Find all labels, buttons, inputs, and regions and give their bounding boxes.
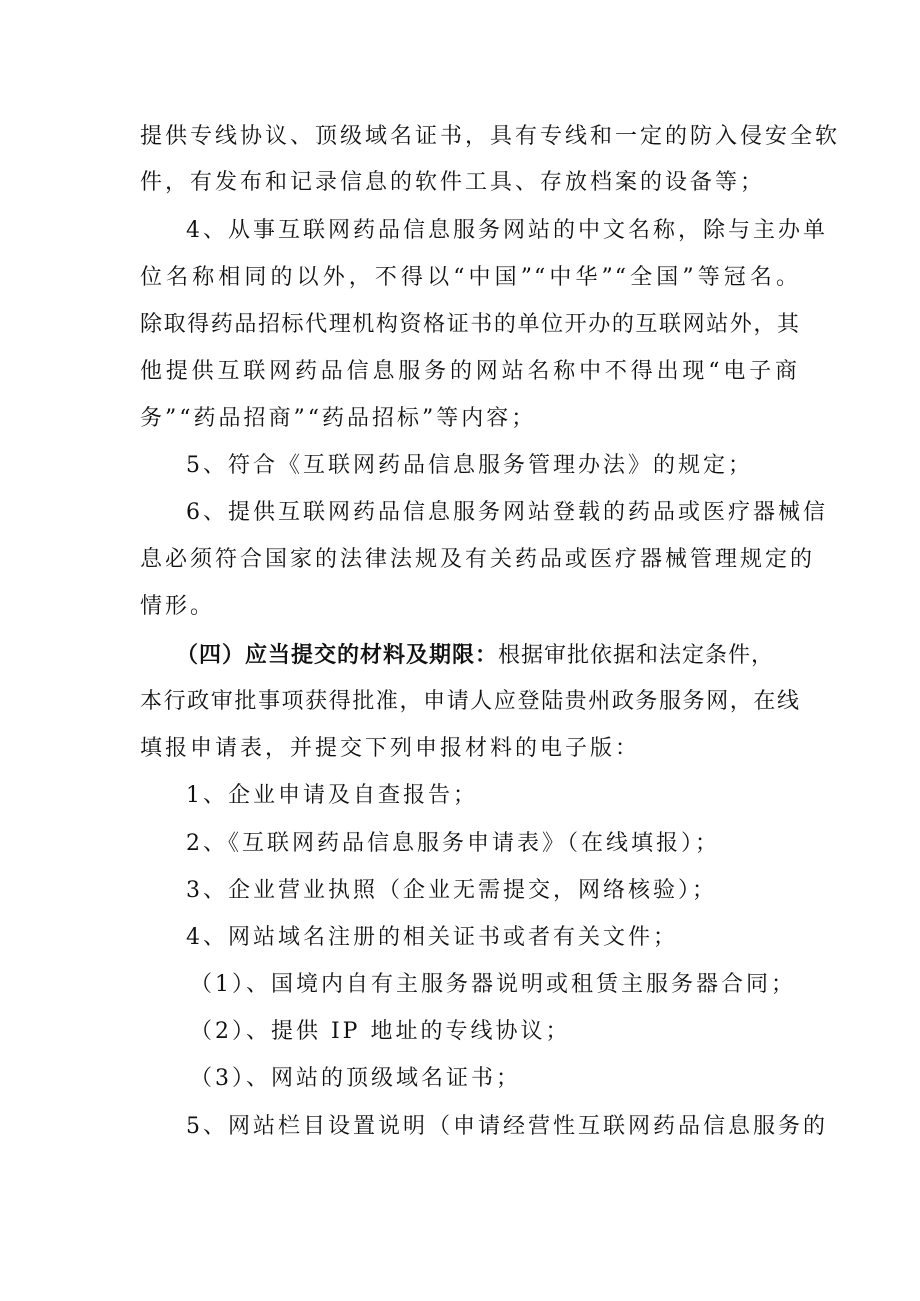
list-item: 4、网站域名注册的相关证书或者有关文件； (186, 925, 678, 950)
section-heading: （四）应当提交的材料及期限： (176, 642, 499, 668)
item-5-line: 5、符合《互联网药品信息服务管理办法》的规定； (186, 453, 753, 478)
paragraph-line: 他提供互联网药品信息服务的网站名称中不得出现“电子商 (140, 359, 800, 384)
paragraph-line: 息必须符合国家的法律法规及有关药品或医疗器械管理规定的 (140, 547, 816, 572)
section-4-line (176, 640, 800, 671)
paragraph-line: 填报申请表，并提交下列申报材料的电子版： (140, 736, 641, 761)
sub-list-item: （2）、提供 IP 地址的专线协议； (190, 1019, 571, 1044)
paragraph-line: 情形。 (140, 594, 216, 619)
paragraph-line: 件，有发布和记录信息的软件工具、存放档案的设备等； (140, 170, 766, 195)
item-6-line: 6、提供互联网药品信息服务网站登载的药品或医疗器械信 (186, 500, 828, 525)
list-item: 3、企业营业执照（企业无需提交，网络核验）； (186, 878, 717, 903)
paragraph-line: 位名称相同的以外，不得以“中国”“中华”“全国”等冠名。 (140, 265, 800, 290)
paragraph-line: 提供专线协议、顶级域名证书，具有专线和一定的防入侵安全软 (140, 124, 841, 149)
paragraph-line: 务”“药品招商”“药品招标”等内容； (140, 406, 537, 431)
list-item: 5、网站栏目设置说明（申请经营性互联网药品信息服务的 (186, 1114, 828, 1139)
section-text: 根据审批依据和法定条件， (498, 643, 775, 668)
item-4-line: 4、从事互联网药品信息服务网站的中文名称，除与主办单 (186, 218, 828, 243)
sub-list-item: （1）、国境内自有主服务器说明或租赁主服务器合同； (190, 972, 796, 997)
sub-list-item: （3）、网站的顶级域名证书； (190, 1066, 521, 1091)
paragraph-line: 本行政审批事项获得批准，申请人应登陆贵州政务服务网，在线 (140, 689, 800, 714)
paragraph-line: 除取得药品招标代理机构资格证书的单位开办的互联网站外，其 (140, 312, 800, 337)
list-item: 2、《互联网药品信息服务申请表》（在线填报）； (186, 831, 720, 856)
list-item: 1、企业申请及自查报告； (186, 783, 478, 808)
